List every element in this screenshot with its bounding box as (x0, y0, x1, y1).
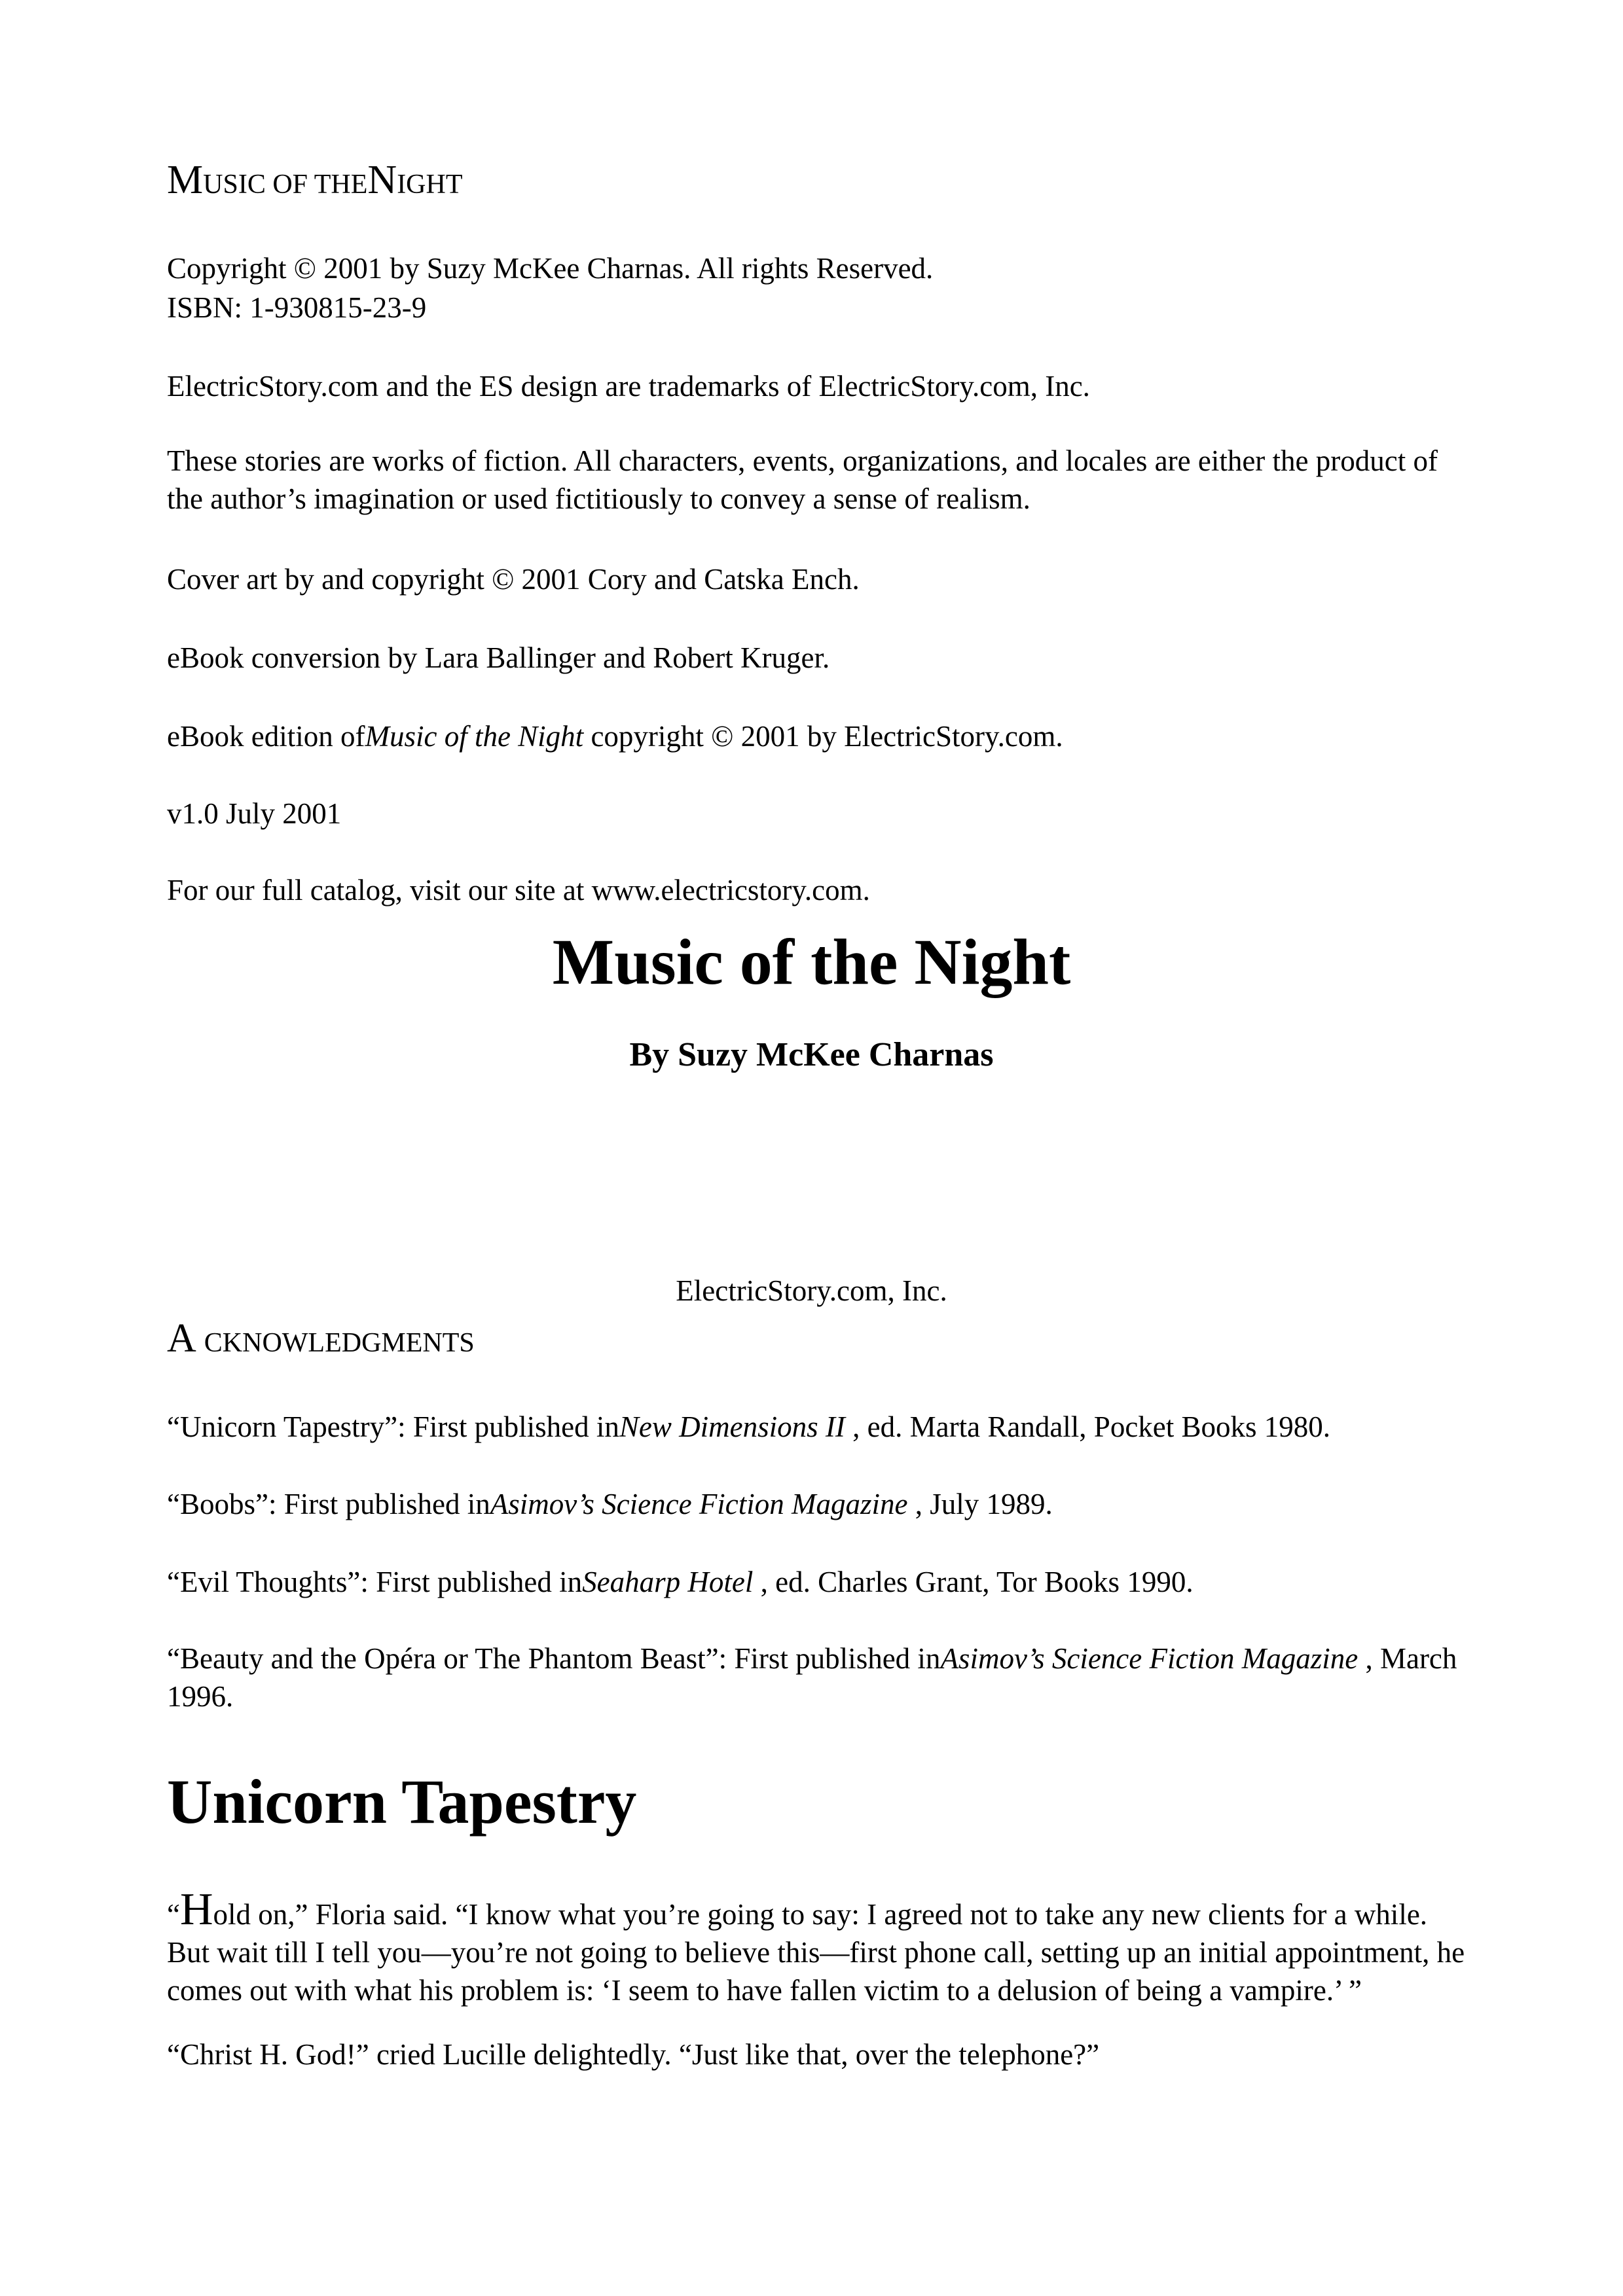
acknowledgment-prefix: “Unicorn Tapestry”: First published in (167, 1410, 619, 1443)
acknowledgments-heading-initial: A (167, 1316, 196, 1361)
trademark-notice: ElectricStory.com and the ES design are trademarks of ElectricStory.com, Inc. (167, 370, 1090, 403)
header-title (167, 157, 463, 204)
acknowledgment-entry (167, 1562, 1194, 1602)
acknowledgment-suffix: , March 1996. (167, 1642, 1457, 1713)
acknowledgment-entry (167, 1640, 1476, 1715)
book-title: Music of the Night (552, 925, 1071, 998)
header-title-part2: IGHT (397, 170, 463, 200)
acknowledgment-suffix: , ed. Marta Randall, Pocket Books 1980. (845, 1410, 1331, 1443)
drop-cap: H (179, 1884, 213, 1935)
edition-notice (167, 717, 1063, 756)
acknowledgments-heading-rest: CKNOWLEDGMENTS (204, 1328, 475, 1358)
header-title-initial: M (167, 158, 204, 202)
acknowledgment-entry (167, 1407, 1330, 1446)
copyright-line: Copyright © 2001 by Suzy McKee Charnas. All rights Reserved. (167, 252, 934, 285)
acknowledgments-heading (167, 1316, 475, 1363)
acknowledgment-title: Asimov’s Science Fiction Magazine (940, 1642, 1359, 1675)
conversion-credit: eBook conversion by Lara Ballinger and Robert Kruger. (167, 641, 830, 674)
cover-art-credit: Cover art by and copyright © 2001 Cory and Catska Ench. (167, 563, 860, 596)
acknowledgment-title: Seaharp Hotel (582, 1566, 754, 1598)
open-quote: “ (167, 1898, 180, 1931)
byline: By Suzy McKee Charnas (629, 1036, 994, 1073)
paragraph-text: old on,” Floria said. “I know what you’re going to say: I agreed not to take any new clients for a while. But wait till I tell you—you’re not going to believe this—first phone call, setting up an initial appointment, he comes out with what his problem is: ‘I seem to have fallen victim to a delusion of being a vampire.’ ” (167, 1898, 1465, 2007)
edition-prefix: eBook edition of (167, 720, 365, 753)
edition-suffix: copyright © 2001 by ElectricStory.com. (583, 720, 1063, 753)
publisher-line: ElectricStory.com, Inc. (676, 1274, 947, 1307)
edition-title: Music of the Night (365, 720, 584, 753)
story-paragraph: “Christ H. God!” cried Lucille delightedly. “Just like that, over the telephone?” (167, 2038, 1100, 2071)
acknowledgment-entry (167, 1484, 1053, 1524)
acknowledgment-title: New Dimensions II (619, 1410, 845, 1443)
header-title-part1: USIC OF THE (203, 170, 368, 200)
isbn-line: ISBN: 1-930815-23-9 (167, 291, 427, 324)
acknowledgment-prefix: “Beauty and the Opéra or The Phantom Beast”: First published in (167, 1642, 941, 1675)
acknowledgment-prefix: “Boobs”: First published in (167, 1488, 490, 1520)
fiction-notice: These stories are works of fiction. All characters, events, organizations, and locales are either the product of the author’s imagination or used fictitiously to convey a sense of realism. (167, 444, 1438, 515)
catalog-line: For our full catalog, visit our site at www.electricstory.com. (167, 874, 870, 906)
acknowledgment-title: Asimov’s Science Fiction Magazine (490, 1488, 908, 1520)
story-title: Unicorn Tapestry (167, 1767, 637, 1837)
acknowledgment-suffix: , July 1989. (907, 1488, 1053, 1520)
header-title-initial-2: N (367, 158, 397, 202)
acknowledgment-suffix: , ed. Charles Grant, Tor Books 1990. (753, 1566, 1194, 1598)
version-line: v1.0 July 2001 (167, 797, 342, 830)
acknowledgment-prefix: “Evil Thoughts”: First published in (167, 1566, 583, 1598)
story-paragraph (167, 1884, 1476, 2009)
